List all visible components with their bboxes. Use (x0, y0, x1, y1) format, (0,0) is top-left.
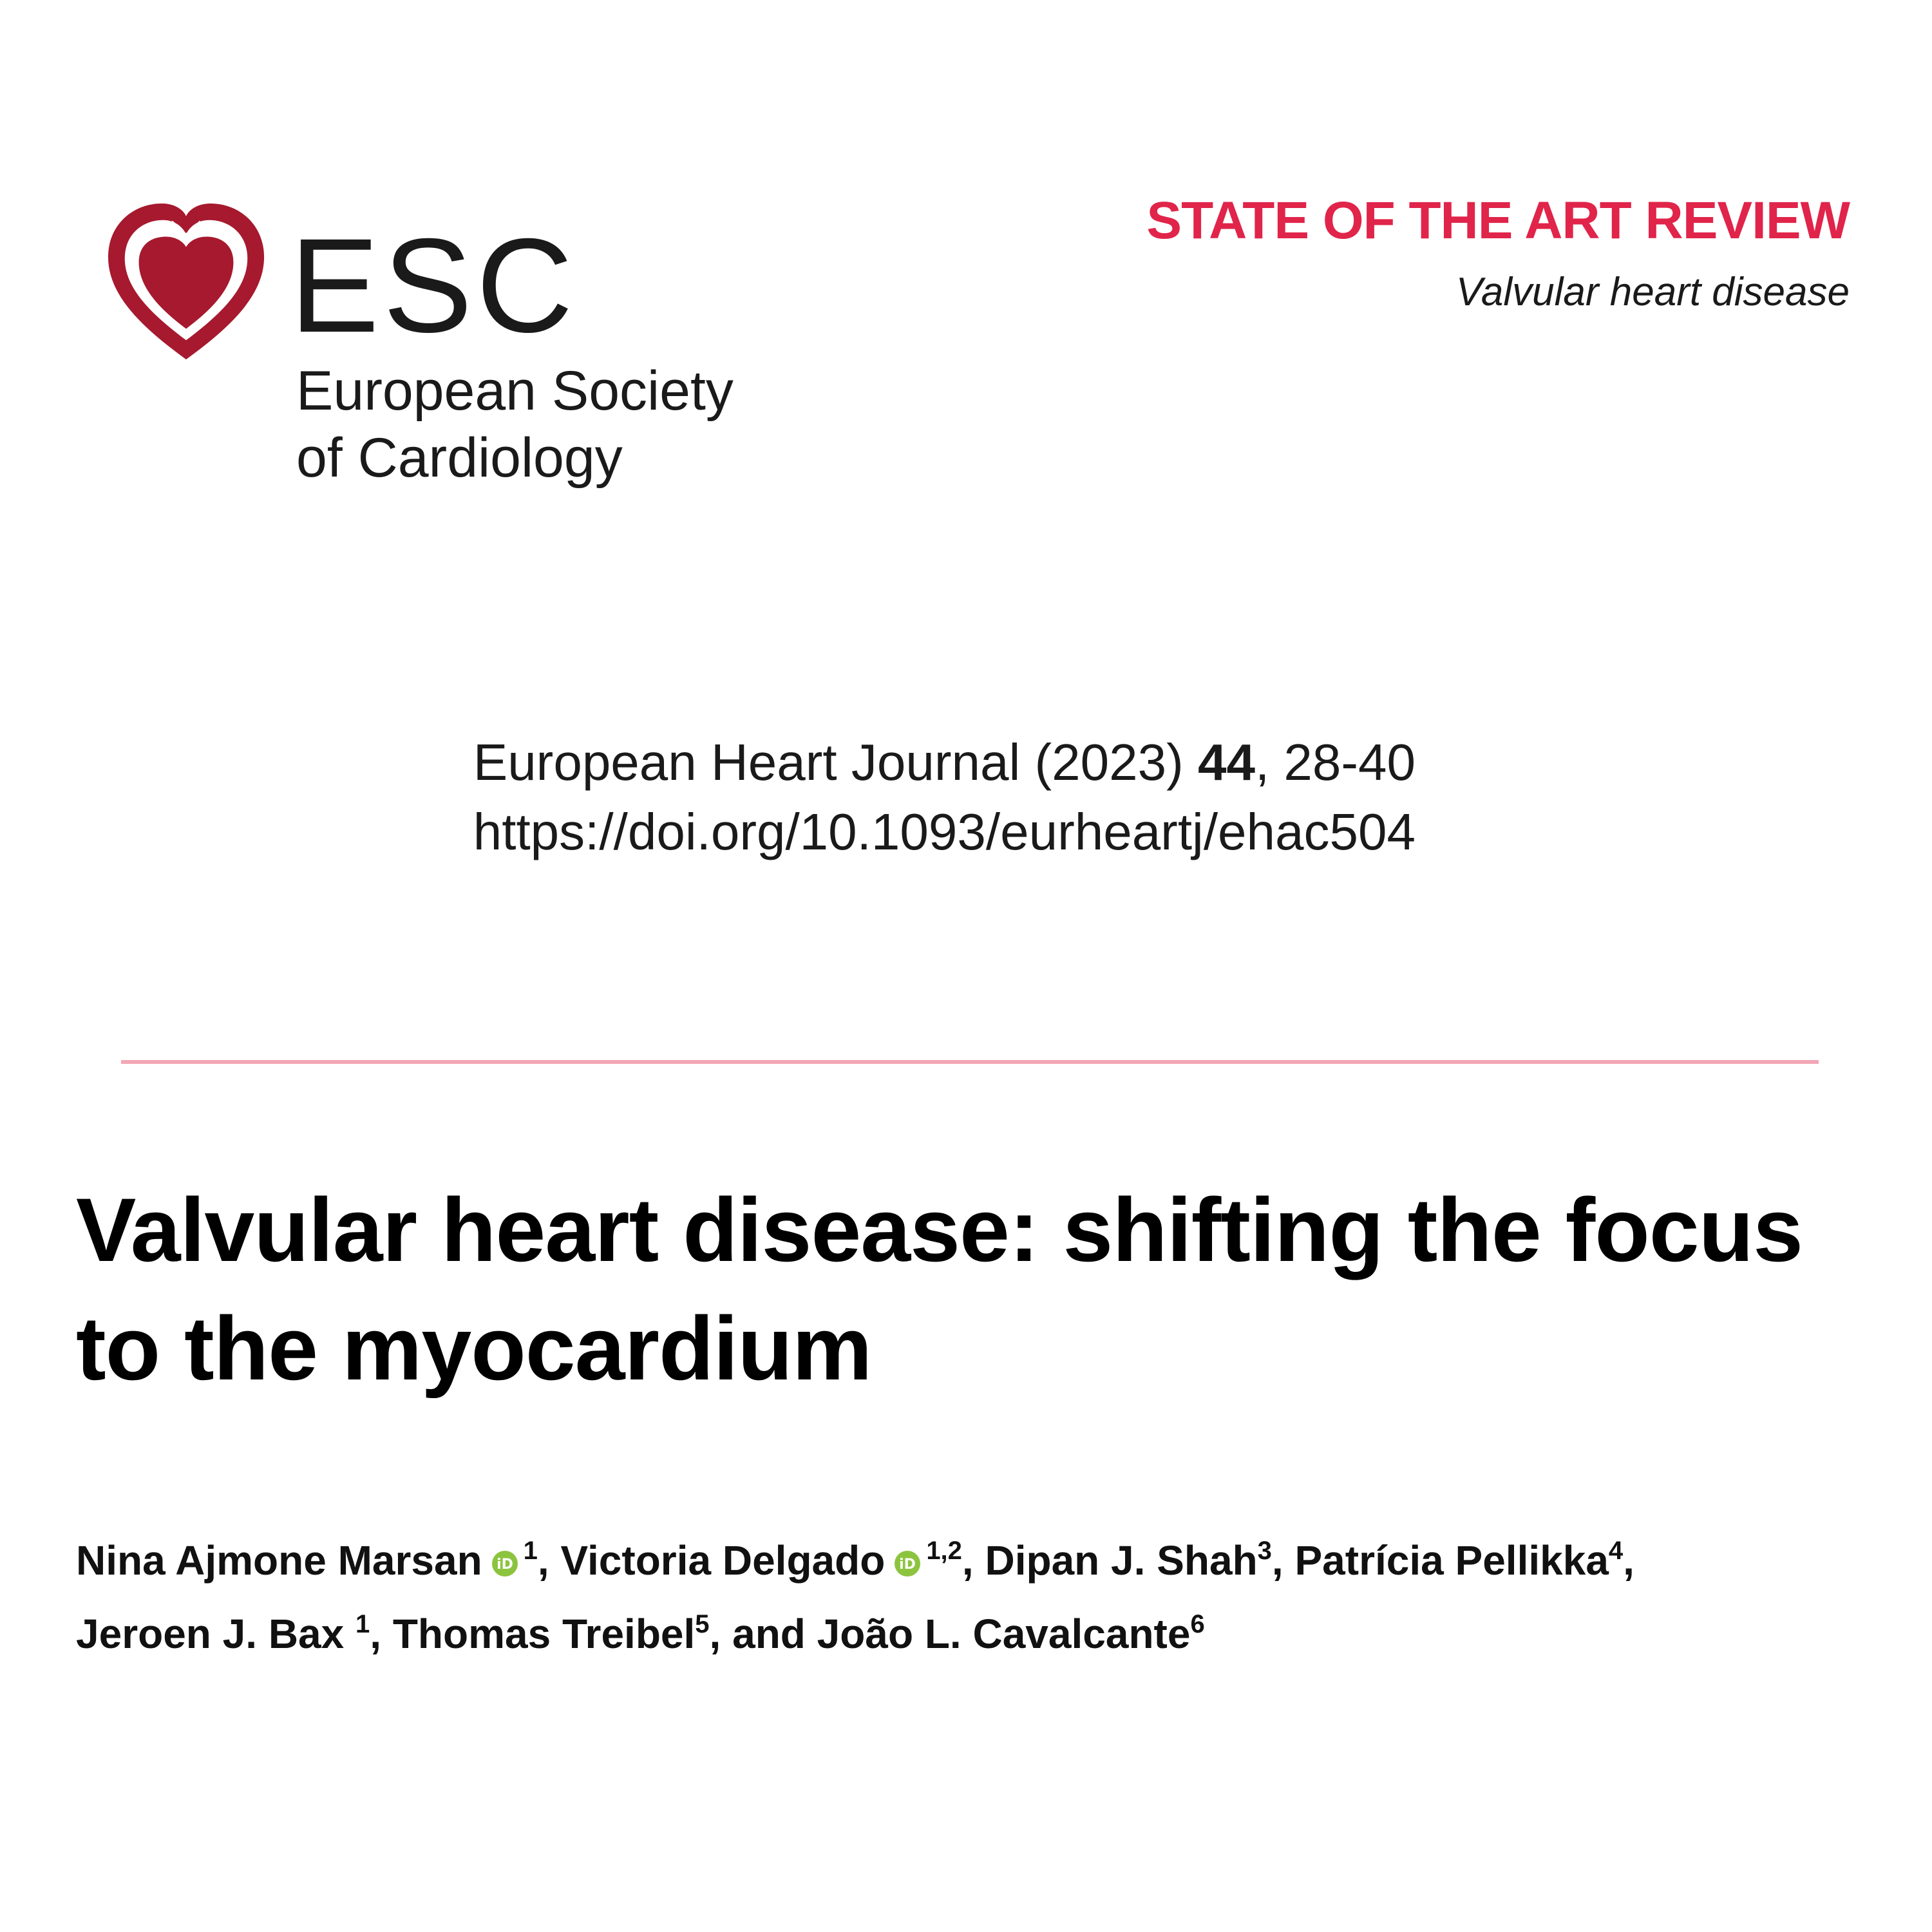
citation-journal (473, 728, 1416, 797)
svg-text:iD: iD (899, 1557, 916, 1573)
author-list (76, 1524, 1892, 1671)
article-title (76, 1171, 1879, 1408)
author-name: Patrícia Pellikka (1294, 1537, 1609, 1584)
header-divider (121, 1060, 1819, 1064)
author-line-1 (76, 1524, 1892, 1597)
author-affiliation: 1 (355, 1610, 370, 1638)
svg-text:iD: iD (496, 1557, 513, 1573)
article-title-line1: Valvular heart disease: shifting the focus (76, 1179, 1803, 1280)
orcid-icon[interactable] (491, 1550, 518, 1577)
author-line-2 (76, 1597, 1892, 1671)
publisher-name (296, 357, 734, 491)
author-separator: , and (709, 1611, 817, 1657)
author-separator: , (1271, 1537, 1295, 1584)
journal-volume: 44 (1197, 734, 1255, 791)
journal-name: European Heart Journal (2023) (473, 734, 1198, 791)
orcid-icon[interactable] (894, 1550, 921, 1577)
author-name: Dipan J. Shah (985, 1537, 1258, 1584)
author-affiliation: 4 (1608, 1537, 1624, 1565)
author-affiliation: 3 (1257, 1537, 1272, 1565)
author-separator: , (1623, 1537, 1634, 1584)
article-title-line2: to the myocardium (76, 1298, 872, 1399)
journal-pages: , 28-40 (1255, 734, 1416, 791)
author-affiliation: 1,2 (926, 1537, 962, 1565)
esc-heart-logo-icon (103, 198, 269, 367)
author-name: Victoria Delgado (560, 1537, 886, 1584)
author-name: Thomas Treibel (392, 1611, 696, 1657)
author-separator: , (537, 1537, 561, 1584)
author-name: Jeroen J. Bax (76, 1611, 355, 1657)
publisher-name-line2: of Cardiology (296, 427, 623, 489)
author-separator: , (370, 1611, 393, 1657)
author-affiliation: 1 (523, 1537, 538, 1565)
article-type-label: STATE OF THE ART REVIEW (1146, 191, 1850, 250)
author-name: Nina Ajmone Marsan (76, 1537, 482, 1584)
article-subject: Valvular heart disease (1455, 270, 1850, 314)
author-affiliation: 5 (695, 1610, 710, 1638)
publisher-acronym: ESC (290, 211, 577, 361)
author-affiliation: 6 (1190, 1610, 1205, 1638)
doi-link[interactable]: https://doi.org/10.1093/eurheartj/ehac504 (473, 803, 1416, 860)
author-name: João L. Cavalcante (817, 1611, 1191, 1657)
publisher-name-line1: European Society (296, 360, 734, 422)
author-separator: , (961, 1537, 985, 1584)
citation (473, 728, 1416, 867)
